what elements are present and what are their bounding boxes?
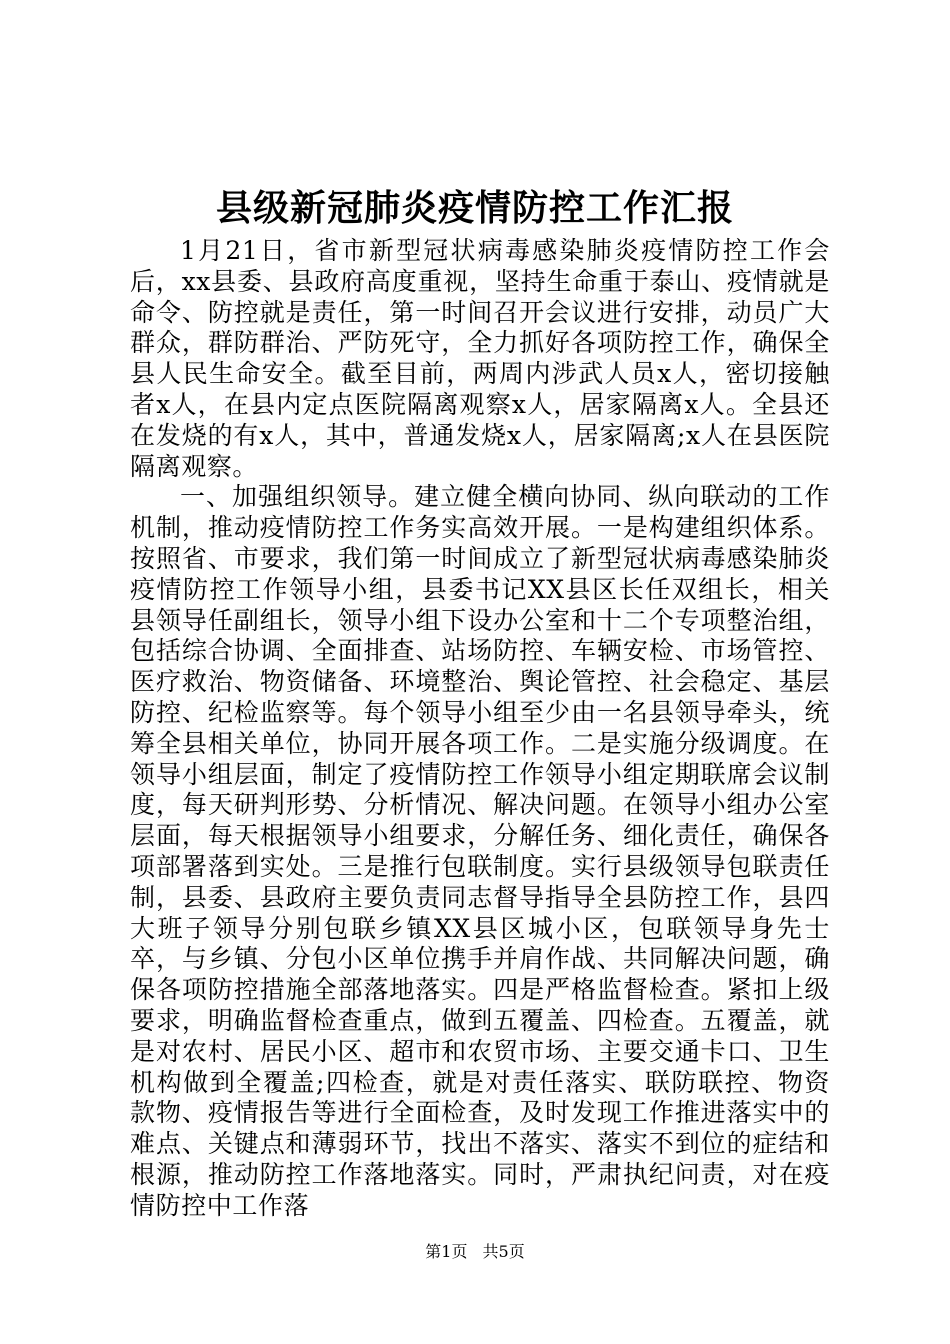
paragraph-section-one: 一、加强组织领导。建立健全横向协同、纵向联动的工作机制，推动疫情防控工作务实高效开展。一是构建组织体系。按照省、市要求，我们第一时间成立了新型冠状病毒感染肺炎疫情防控工作领导小组，县委书记XX县区长任双组长，相关县领导任副组长，领导小组下设办公室和十二个专项整治组，包括综合协调、全面排查、站场防控、车辆安检、市场管控、医疗救治、物资储备、环境整治、舆论管控、社会稳定、基层防控、纪检监察等。每个领导小组至少由一名县领导牵头，统筹全县相关单位，协同开展各项工作。二是实施分级调度。在领导小组层面，制定了疫情防控工作领导小组定期联席会议制度，每天研判形势、分析情况、解决问题。在领导小组办公室层面，每天根据领导小组要求，分解任务、细化责任，确保各项部署落到实处。三是推行包联制度。实行县级领导包联责任制，县委、县政府主要负责同志督导指导全县防控工作，县四大班子领导分别包联乡镇XX县区城小区，包联领导身先士卒，与乡镇、分包小区单位携手并肩作战、共同解决问题，确保各项防控措施全部落地落实。四是严格监督检查。紧扣上级要求，明确监督检查重点，做到五覆盖、四检查。五覆盖，就是对农村、居民小区、超市和农贸市场、主要交通卡口、卫生机构做到全覆盖;四检查，就是对责任落实、联防联控、物资款物、疫情报告等进行全面检查，及时发现工作推进落实中的难点、关键点和薄弱环节，找出不落实、落实不到位的症结和根源，推动防控工作落地落实。同时，严肃执纪问责，对在疫情防控中工作落 [130,482,830,1220]
document-body [130,236,830,1222]
document-title: 县级新冠肺炎疫情防控工作汇报 [215,187,734,229]
page-number-current: 第1页 [425,1242,468,1261]
page-footer [0,1241,950,1263]
page-number-total: 共5页 [482,1242,525,1261]
paragraph-intro: 1月21日，省市新型冠状病毒感染肺炎疫情防控工作会后，xx县委、县政府高度重视，坚持生命重于泰山、疫情就是命令、防控就是责任，第一时间召开会议进行安排，动员广大群众，群防群治、严防死守，全力抓好各项防控工作，确保全县人民生命安全。截至目前，两周内涉武人员x人，密切接触者x人，在县内定点医院隔离观察x人，居家隔离x人。全县还在发烧的有x人，其中，普通发烧x人，居家隔离;x人在县医院隔离观察。 [130,236,830,481]
